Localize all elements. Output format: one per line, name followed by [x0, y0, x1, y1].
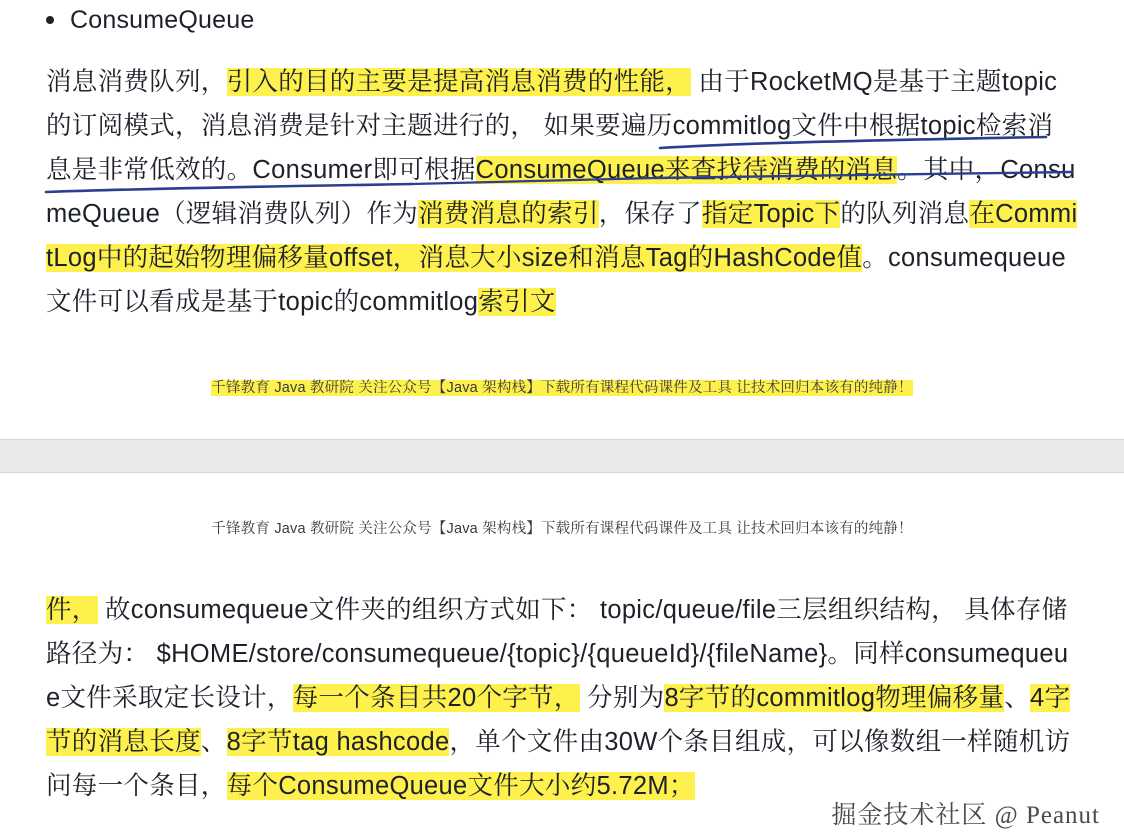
- bullet-item-label: ConsumeQueue: [70, 5, 255, 34]
- highlighted-text: 引入的目的主要是提高消息消费的性能，: [226, 68, 692, 96]
- bullet-dot-icon: [46, 16, 54, 24]
- bullet-list-item: [0, 0, 1124, 40]
- body-text: 的队列消息: [840, 200, 970, 228]
- highlighted-text: 8字节的commitlog物理偏移量: [664, 684, 1005, 712]
- course-footer-note-bottom-text: 千锋教育 Java 教研院 关注公众号【Java 架构栈】下载所有课程代码课件及工具 让技术回归本该有的纯静！: [211, 521, 913, 537]
- highlighted-text: 每一个条目共20个字节，: [292, 684, 580, 712]
- page-separator-band: [0, 439, 1124, 473]
- body-text: 由于RocketMQ是基于主题topic的订阅模式，消息消费是针对主题进行的， 如果要遍历commitlog文件中根据topic检索消息是非常低效的。Consumer即可根据: [46, 68, 1058, 184]
- body-text: 、: [1004, 684, 1031, 712]
- body-text: 。consumequeue文件可以看成是基于topic的commitlog: [46, 244, 1066, 316]
- course-footer-note-top: [0, 376, 1124, 397]
- highlighted-text: ConsumeQueue来查找待消费的消息: [475, 156, 898, 184]
- body-text: 故consumequeue文件夹的组织方式如下： topic/queue/file三层组织结构， 具体存储路径为： $HOME/store/consumequeue/{topic}/{queueId}/{fileName}。同样consumequeue文件采取定长设计，: [46, 596, 1069, 712]
- course-footer-note-bottom: [0, 517, 1124, 538]
- paragraph-consumequeue-intro: [0, 60, 1124, 324]
- body-text: ，保存了: [598, 200, 702, 228]
- highlighted-text: 4字节的消息长度: [46, 684, 1071, 756]
- body-text: 。其中，ConsumeQueue（逻辑消费队列）作为: [46, 156, 1076, 228]
- body-text: 消息消费队列，: [46, 68, 227, 96]
- highlighted-text: 在CommitLog中的起始物理偏移量offset，消息大小size和消息Tag的HashCode值: [46, 200, 1078, 272]
- body-text: 分别为: [579, 684, 665, 712]
- course-footer-note-top-text: 千锋教育 Java 教研院 关注公众号【Java 架构栈】下载所有课程代码课件及工具 让技术回归本该有的纯静！: [211, 380, 913, 396]
- highlighted-text: 消费消息的索引: [418, 200, 599, 228]
- body-text: 、: [200, 728, 227, 756]
- highlighted-text: 件，: [46, 596, 98, 624]
- highlighted-text: 索引文: [478, 288, 556, 316]
- highlighted-text: 每个ConsumeQueue文件大小约5.72M；: [226, 772, 695, 800]
- body-text: ，单个文件由30W个条目组成，可以像数组一样随机访问每一个条目，: [46, 728, 1071, 800]
- watermark-label: 掘金技术社区 @ Peanut: [831, 802, 1100, 829]
- highlighted-text: 指定Topic下: [701, 200, 841, 228]
- highlighted-text: 8字节tag hashcode: [226, 728, 450, 756]
- paragraph-consumequeue-storage: [0, 588, 1124, 808]
